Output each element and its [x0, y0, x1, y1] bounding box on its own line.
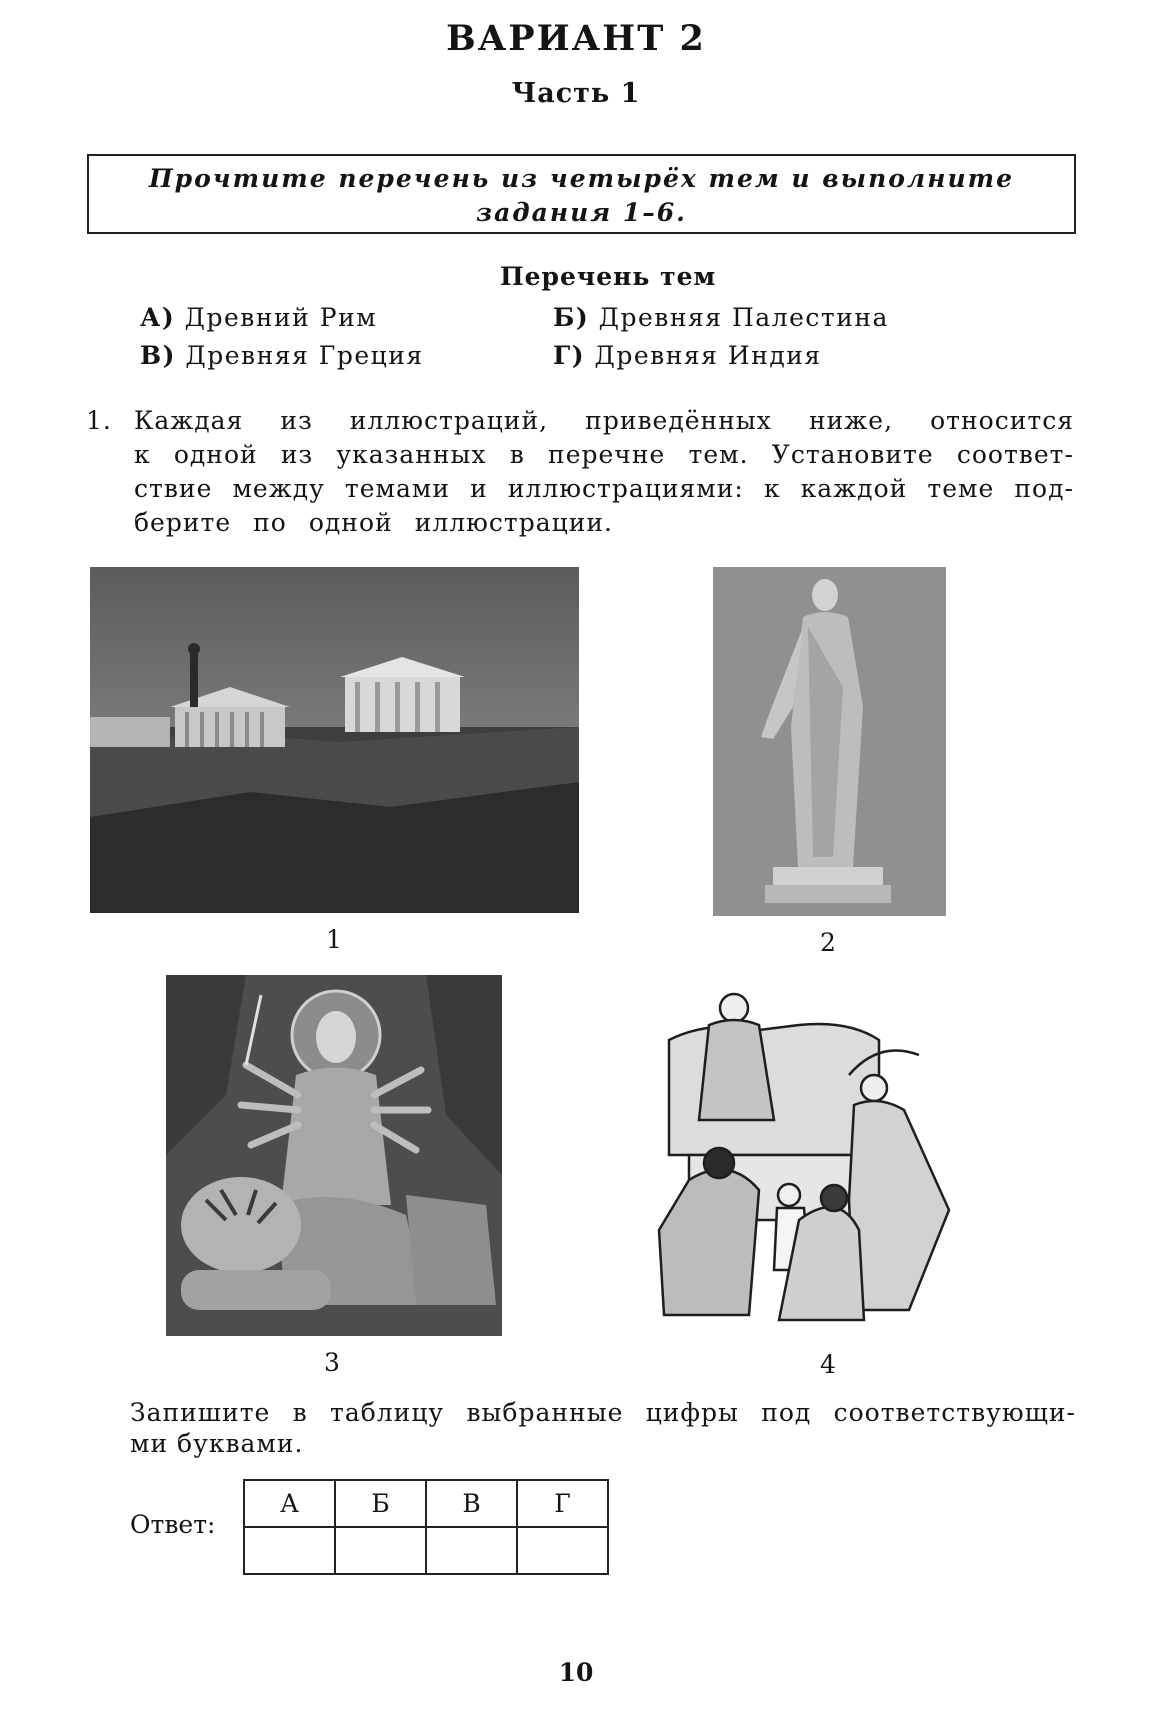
topic-b	[553, 303, 889, 332]
task-line	[134, 438, 1074, 472]
caption-1: 1	[326, 925, 342, 954]
answer-header-b: Б	[335, 1480, 426, 1527]
word: ствие	[134, 474, 213, 503]
word: иллюстраций,	[349, 406, 549, 435]
topic-name: Древняя Палестина	[598, 303, 889, 332]
word: в	[292, 1398, 308, 1427]
caption-4: 4	[820, 1350, 836, 1379]
word: под	[761, 1398, 812, 1427]
word: приведённых	[585, 406, 772, 435]
answer-table	[243, 1479, 609, 1575]
word: и	[470, 474, 488, 503]
illustration-1-acropolis	[90, 567, 579, 913]
topic-v	[140, 341, 424, 370]
page-number: 10	[558, 1658, 594, 1687]
write-instruction	[130, 1398, 1076, 1458]
write-line-1	[130, 1398, 1076, 1427]
word: из	[280, 406, 313, 435]
answer-header-v: В	[426, 1480, 517, 1527]
answer-label: Ответ:	[130, 1510, 216, 1539]
topic-letter: Г)	[553, 341, 586, 370]
illustration-4-judgment-scene	[649, 980, 1009, 1335]
word: Запишите	[130, 1398, 271, 1427]
word: между	[232, 474, 325, 503]
word: берите	[134, 508, 232, 537]
word: теме	[927, 474, 995, 503]
instruction-line-2: задания 1–6.	[476, 198, 687, 227]
word: темами	[344, 474, 450, 503]
topic-name: Древняя Индия	[594, 341, 822, 370]
task-line	[134, 472, 1074, 506]
word: под-	[1014, 474, 1074, 503]
topic-letter: Б)	[553, 303, 590, 332]
illustration-2-roman-statue	[713, 567, 946, 916]
answer-header-g: Г	[517, 1480, 608, 1527]
answer-cell-a[interactable]	[244, 1527, 335, 1574]
task-line	[134, 404, 1074, 438]
word: соответствующи-	[833, 1398, 1076, 1427]
word: указанных	[336, 440, 487, 469]
topic-letter: В)	[140, 341, 176, 370]
instruction-line-1: Прочтите перечень из четырёх тем и выполните	[149, 164, 1014, 193]
topic-name: Древняя Греция	[185, 341, 424, 370]
word: к	[763, 474, 781, 503]
task-line	[134, 506, 1074, 540]
answer-value-row	[244, 1527, 608, 1574]
word: тем.	[688, 440, 749, 469]
variant-title: ВАРИАНТ 2	[446, 18, 706, 59]
answer-header-a: А	[244, 1480, 335, 1527]
word: Каждая	[134, 406, 244, 435]
word: одной	[173, 440, 258, 469]
word: иллюстрациями:	[507, 474, 744, 503]
answer-cell-b[interactable]	[335, 1527, 426, 1574]
word: Установите	[771, 440, 934, 469]
word: перечне	[548, 440, 666, 469]
word: выбранные	[466, 1398, 624, 1427]
word: относится	[930, 406, 1074, 435]
word: из	[280, 440, 314, 469]
word: одной	[308, 508, 393, 537]
word: к	[134, 440, 151, 469]
word: ниже,	[808, 406, 894, 435]
caption-3: 3	[324, 1348, 340, 1377]
answer-cell-v[interactable]	[426, 1527, 517, 1574]
write-line-2: ми буквами.	[130, 1429, 304, 1458]
topics-heading: Перечень тем	[500, 262, 717, 291]
word: иллюстрации.	[414, 508, 613, 537]
answer-cell-g[interactable]	[517, 1527, 608, 1574]
illustration-3-goddess-tiger	[166, 975, 502, 1336]
word: каждой	[800, 474, 908, 503]
topic-g	[553, 341, 822, 370]
word: по	[253, 508, 287, 537]
answer-header-row	[244, 1480, 608, 1527]
part-title: Часть 1	[511, 78, 641, 109]
word: соответ-	[956, 440, 1074, 469]
word: в	[509, 440, 525, 469]
topic-a	[140, 303, 377, 332]
word: таблицу	[330, 1398, 445, 1427]
caption-2: 2	[820, 928, 836, 957]
topic-name: Древний Рим	[184, 303, 378, 332]
topic-letter: А)	[140, 303, 176, 332]
word: цифры	[645, 1398, 739, 1427]
task-number: 1.	[86, 406, 112, 435]
